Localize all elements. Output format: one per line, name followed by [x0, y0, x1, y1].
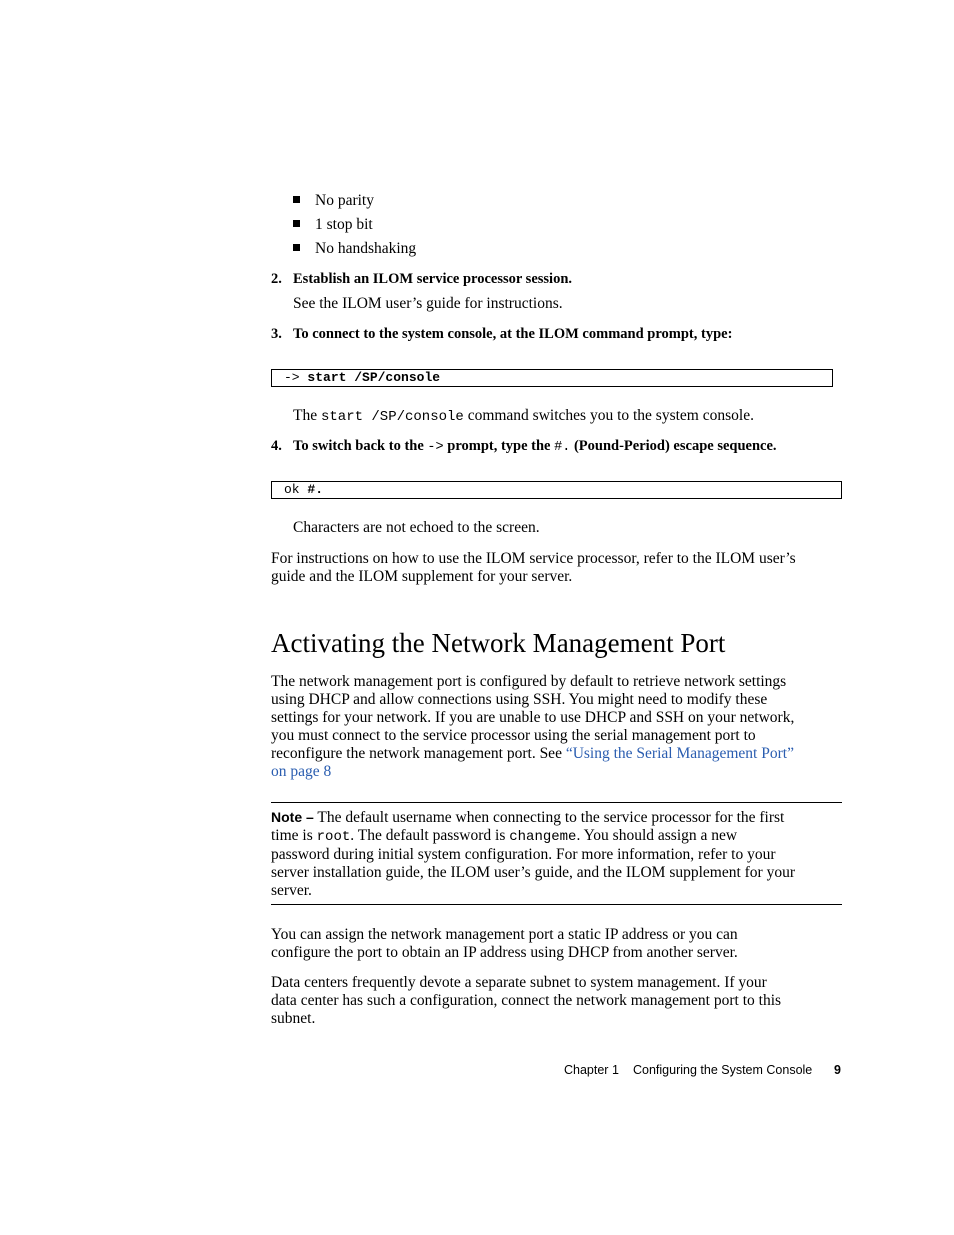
- code-command: start /SP/console: [307, 370, 441, 385]
- step-detail: See the ILOM user’s guide for instructions.: [293, 295, 563, 312]
- step-number: 2.: [271, 271, 282, 287]
- inline-code: start /SP/console: [320, 409, 464, 425]
- step-number: 3.: [271, 326, 282, 342]
- footer-chapter: Chapter 1: [564, 1063, 619, 1077]
- bullet-icon: [293, 196, 300, 203]
- step-number: 4.: [271, 438, 282, 454]
- footer-title: Configuring the System Console: [633, 1063, 813, 1077]
- inline-code: root: [316, 829, 351, 845]
- code-block-start-console: [271, 369, 833, 387]
- code-command: #.: [307, 482, 324, 497]
- step-3: [271, 325, 732, 343]
- inline-code: changeme: [509, 829, 577, 845]
- code-prompt: ->: [284, 370, 300, 385]
- bullet-icon: [293, 220, 300, 227]
- bullet-icon: [293, 244, 300, 251]
- step-text: Establish an ILOM service processor session.: [293, 271, 573, 287]
- note-block: Note – The default username when connecting to the service processor for the first time is root. The default password is changeme. You should assign a new password during initial system configuration. For more information, refer to your server installation guide, the ILOM user’s guide, and the ILOM supplement for your server.: [271, 809, 796, 899]
- inline-code: #.: [554, 440, 571, 455]
- step-2: [271, 270, 572, 288]
- note-bottom-rule: [271, 904, 842, 905]
- list-item: [293, 240, 416, 258]
- paragraph-network: The network management port is configured by default to retrieve network settings using DHCP and allow connections using SSH. You might need to modify these settings for your network. If you are unable to use DHCP and SSH on your network, you must connect to the service processor using the serial management port to reconfigure the network management port. See “Using the Serial Management Port” on page 8: [271, 673, 795, 780]
- step-text: To connect to the system console, at the ILOM command prompt, type:: [293, 326, 733, 342]
- note-top-rule: [271, 802, 842, 803]
- bullet-text: 1 stop bit: [315, 216, 373, 233]
- step-4: 4. To switch back to the -> prompt, type the #. (Pound-Period) escape sequence.: [271, 438, 777, 455]
- page-number: 9: [834, 1063, 841, 1077]
- cross-reference-link-page[interactable]: on page 8: [271, 763, 332, 780]
- inline-code: ->: [427, 440, 444, 455]
- paragraph-data-centers: Data centers frequently devote a separate subnet to system management. If your data center has such a configuration, connect the network management port to this subnet.: [271, 974, 782, 1027]
- section-heading: Activating the Network Management Port: [271, 628, 726, 658]
- bullet-text: No parity: [315, 192, 374, 209]
- step-4-explanation: Characters are not echoed to the screen.: [293, 519, 540, 536]
- code-block-escape: [271, 481, 842, 499]
- paragraph-static-ip: You can assign the network management port a static IP address or you can configure the port to obtain an IP address using DHCP from another server.: [271, 926, 738, 961]
- paragraph-ilom: For instructions on how to use the ILOM service processor, refer to the ILOM user’s guide and the ILOM supplement for your server.: [271, 550, 796, 585]
- note-label: Note –: [271, 809, 314, 825]
- step-3-explanation: The start /SP/console command switches you to the system console.: [293, 407, 754, 425]
- bullet-text: No handshaking: [315, 240, 417, 257]
- cross-reference-link[interactable]: “Using the Serial Management Port”: [565, 745, 794, 762]
- list-item: [293, 216, 373, 234]
- list-item: [293, 192, 374, 210]
- code-prompt: ok: [284, 482, 300, 497]
